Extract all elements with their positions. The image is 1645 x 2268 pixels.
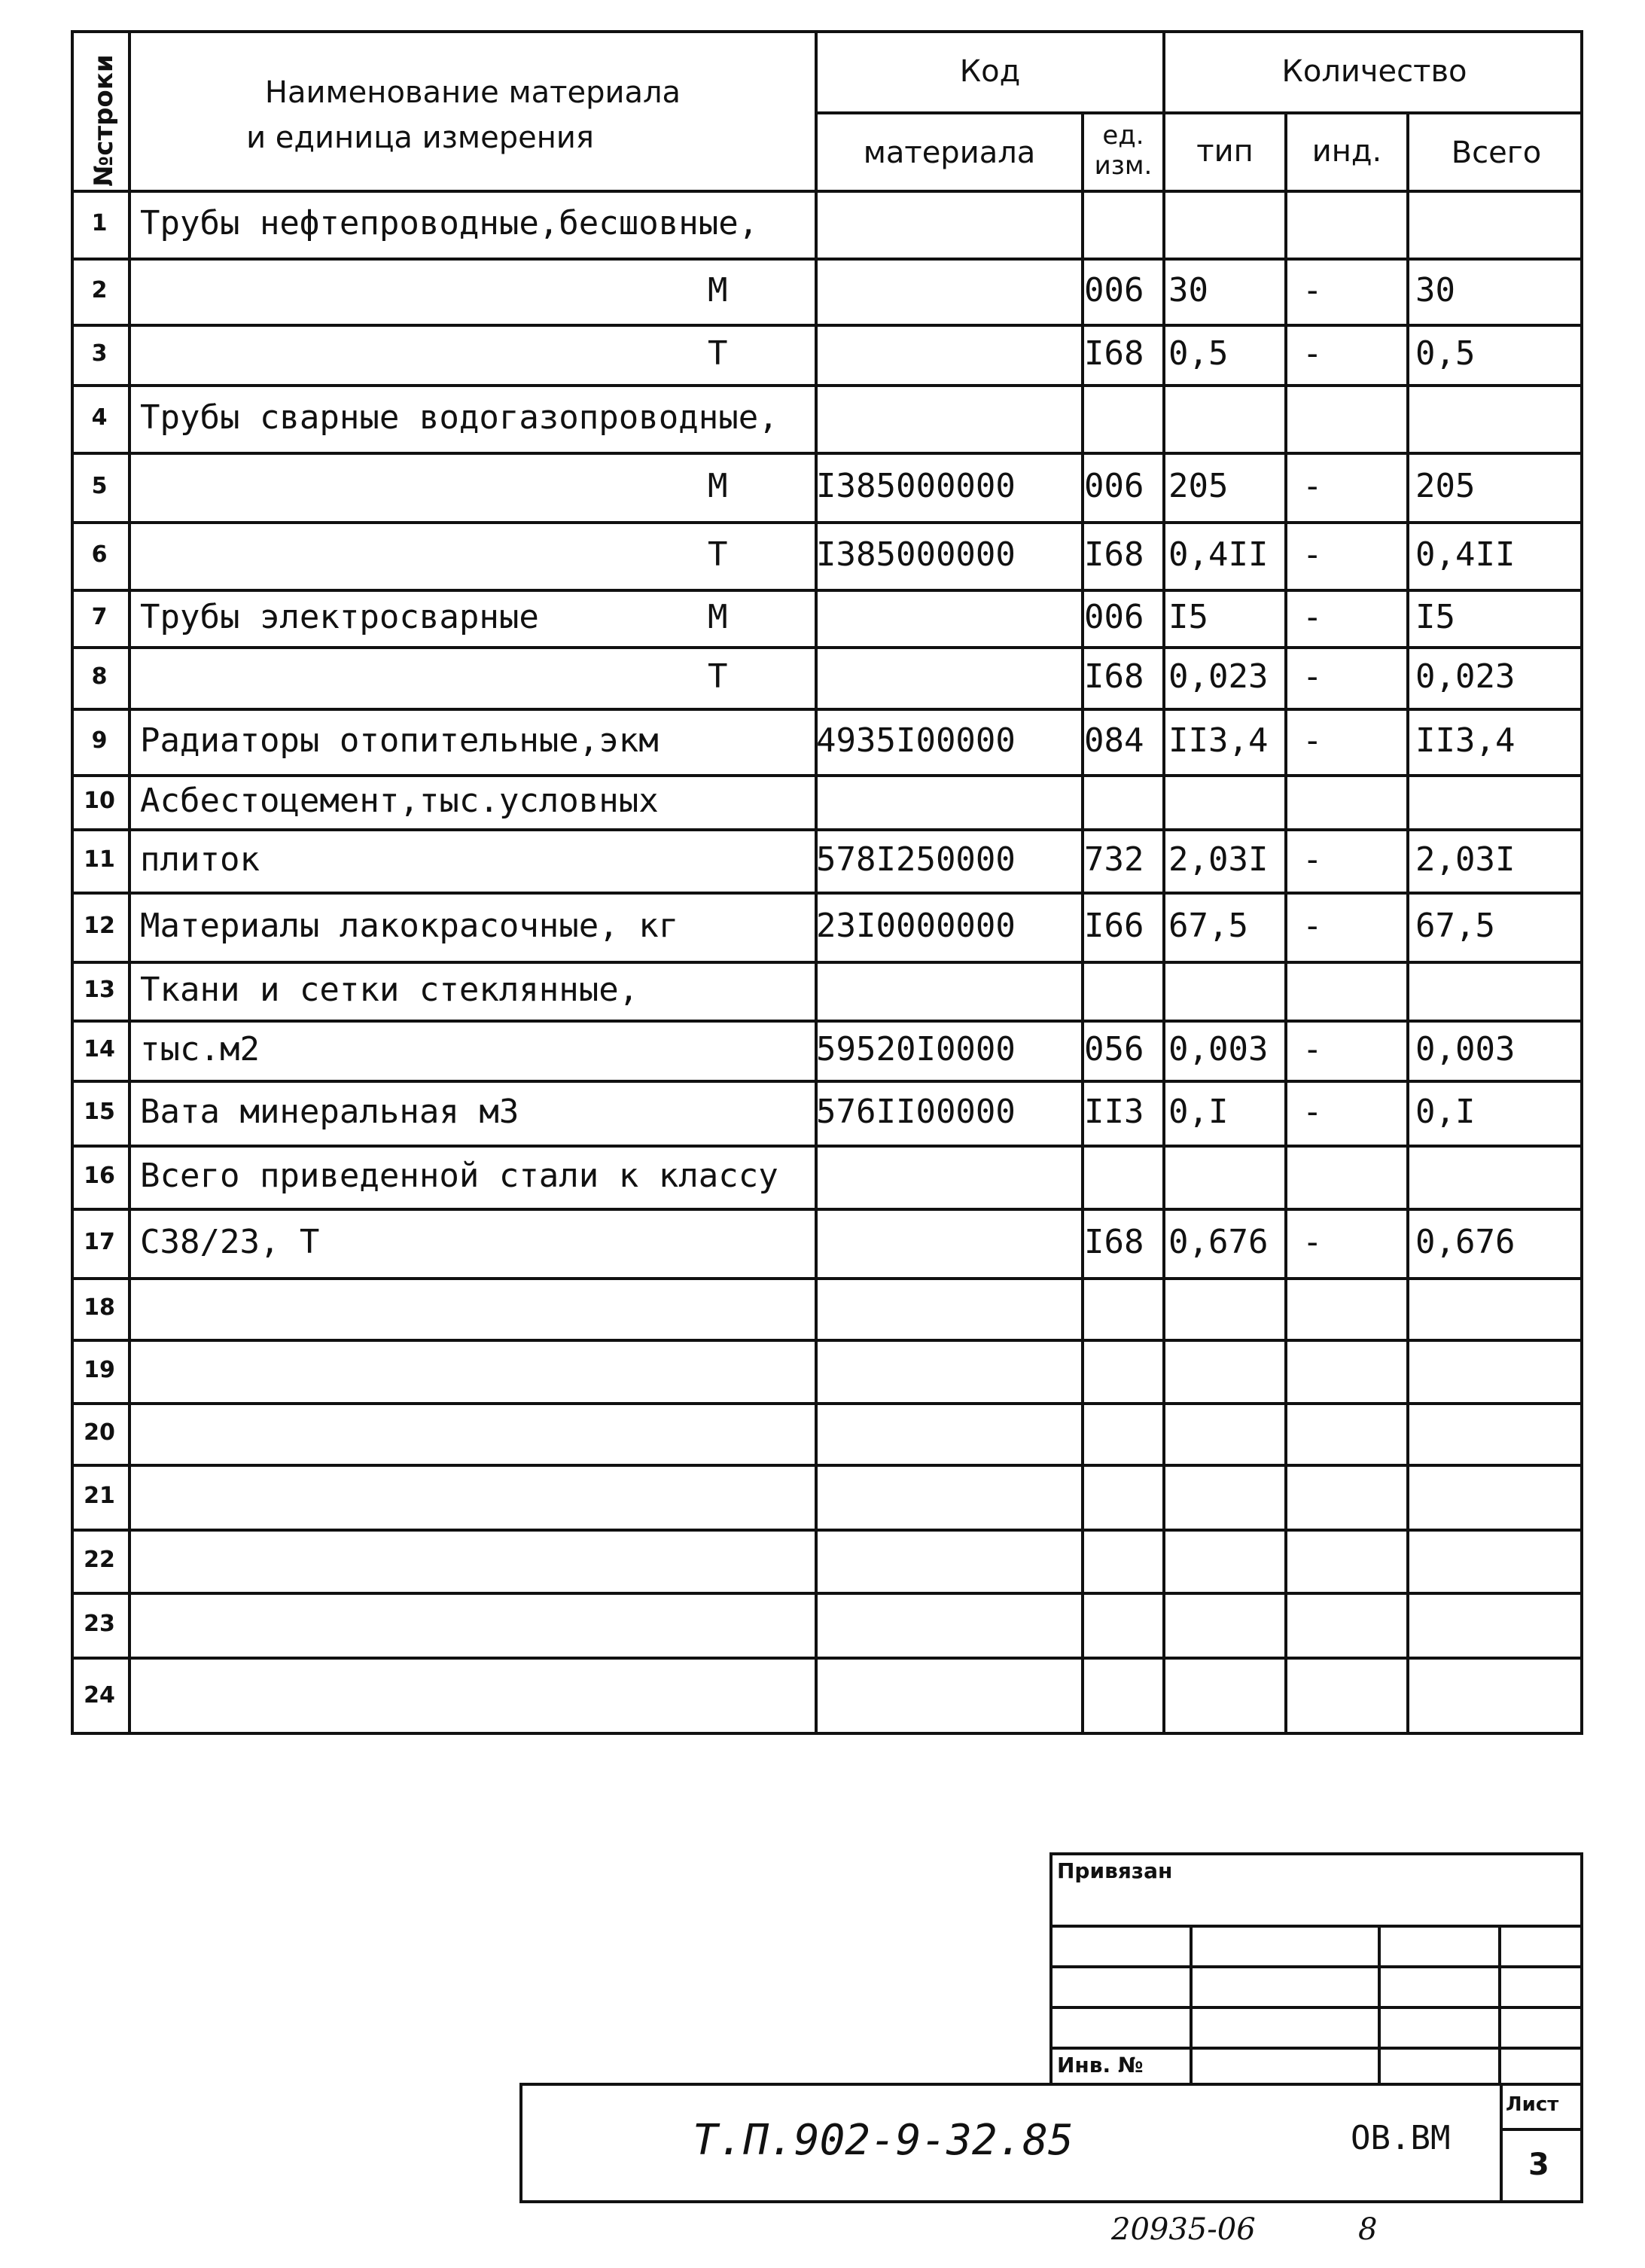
cell-unit-sym: М: [708, 598, 728, 636]
cell-total: 67,5: [1415, 907, 1495, 945]
row-number: 21: [84, 1483, 115, 1509]
row-number: 14: [84, 1036, 115, 1062]
cell-total: 30: [1415, 271, 1455, 309]
cell-ind: -: [1302, 907, 1323, 945]
cell-total: 0,003: [1415, 1030, 1516, 1068]
cell-unit: 006: [1084, 598, 1144, 636]
row-divider: [71, 961, 1583, 964]
header-quantity: Количество: [1281, 54, 1467, 89]
row-number: 8: [91, 663, 108, 690]
cell-unit: I66: [1084, 907, 1144, 945]
cell-code: 576II00000: [816, 1093, 1016, 1131]
row-number: 7: [91, 604, 108, 630]
row-divider: [71, 1080, 1583, 1083]
cell-total: 0,5: [1415, 334, 1476, 373]
cell-unit: II3: [1084, 1093, 1144, 1131]
cell-total: 0,I: [1415, 1093, 1476, 1131]
cell-unit: I68: [1084, 334, 1144, 373]
header-unit-line2: изм.: [1094, 151, 1153, 181]
row-divider: [71, 384, 1583, 387]
section-code: ОВ.ВМ: [1351, 2119, 1451, 2157]
cell-type: 0,003: [1168, 1030, 1269, 1068]
cell-type: 0,5: [1168, 334, 1229, 373]
header-name-line1: Наименование материала: [264, 75, 681, 110]
cell-ind: -: [1302, 1030, 1323, 1068]
cell-total: 205: [1415, 467, 1476, 505]
row-divider: [71, 589, 1583, 592]
cell-type: 0,4II: [1168, 535, 1269, 574]
cell-total: 0,4II: [1415, 535, 1516, 574]
row-divider: [71, 1208, 1583, 1211]
row-divider: [71, 1464, 1583, 1467]
page-number: 8: [1358, 2212, 1378, 2247]
cell-ind: -: [1302, 535, 1323, 574]
header-ind: инд.: [1311, 134, 1382, 169]
cell-code: 4935I00000: [816, 721, 1016, 760]
cell-unit-sym: Т: [708, 657, 728, 696]
cell-ind: -: [1302, 598, 1323, 636]
row-number: 4: [91, 404, 108, 431]
cell-unit-sym: Т: [708, 535, 728, 574]
cell-name: Трубы нефтепроводные,бесшовные,: [140, 204, 759, 242]
cell-name: плиток: [140, 840, 260, 879]
cell-ind: -: [1302, 467, 1323, 505]
cell-name: Асбестоцемент,тыс.условных: [140, 782, 659, 820]
cell-total: I5: [1415, 598, 1455, 636]
row-number: 15: [84, 1099, 115, 1125]
cell-unit: 006: [1084, 271, 1144, 309]
row-number: 1: [91, 210, 108, 236]
row-divider: [71, 828, 1583, 831]
cell-name: Всего приведенной стали к классу: [140, 1157, 778, 1195]
cell-name: Радиаторы отопительные,экм: [140, 721, 659, 760]
header-row-number: №строки: [89, 54, 119, 187]
cell-type: I5: [1168, 598, 1208, 636]
linked-block: [1049, 1852, 1583, 2086]
cell-name: тыс.м2: [140, 1030, 260, 1068]
row-divider: [71, 452, 1583, 455]
cell-ind: -: [1302, 334, 1323, 373]
cell-ind: -: [1302, 657, 1323, 696]
row-number: 12: [84, 913, 115, 939]
row-divider: [71, 774, 1583, 777]
cell-ind: -: [1302, 721, 1323, 760]
cell-code: 59520I0000: [816, 1030, 1016, 1068]
row-number: 3: [91, 340, 108, 367]
cell-type: 0,023: [1168, 657, 1269, 696]
row-number: 6: [91, 541, 108, 568]
header-material: материала: [863, 136, 1036, 170]
row-number: 23: [84, 1611, 115, 1637]
row-number: 10: [84, 788, 115, 814]
cell-unit: I68: [1084, 535, 1144, 574]
cell-type: II3,4: [1168, 721, 1269, 760]
cell-code: I385000000: [816, 467, 1016, 505]
inv-no-label: Инв. №: [1057, 2053, 1144, 2077]
row-divider: [71, 324, 1583, 327]
header-code: Код: [959, 54, 1021, 89]
cell-name: Ткани и сетки стеклянные,: [140, 971, 639, 1009]
row-number: 17: [84, 1229, 115, 1255]
row-number: 24: [84, 1682, 115, 1709]
row-number: 22: [84, 1547, 115, 1573]
row-divider: [71, 708, 1583, 711]
row-divider: [71, 1277, 1583, 1280]
row-divider: [71, 521, 1583, 524]
cell-unit: 084: [1084, 721, 1144, 760]
row-number: 11: [84, 846, 115, 873]
linked-label: Привязан: [1057, 1858, 1173, 1883]
cell-unit: 732: [1084, 840, 1144, 879]
header-unit-line1: ед.: [1102, 120, 1144, 151]
cell-name: Трубы сварные водогазопроводные,: [140, 398, 778, 437]
cell-name: Вата минеральная м3: [140, 1093, 519, 1131]
cell-unit: 006: [1084, 467, 1144, 505]
cell-unit: 056: [1084, 1030, 1144, 1068]
row-number: 9: [91, 727, 108, 754]
cell-unit: I68: [1084, 1223, 1144, 1261]
cell-code: 23I0000000: [816, 907, 1016, 945]
cell-total: 0,676: [1415, 1223, 1516, 1261]
sheet-number: 3: [1528, 2148, 1549, 2182]
header-name-line2: и единица измерения: [246, 120, 594, 155]
cell-unit-sym: М: [708, 271, 728, 309]
row-number: 5: [91, 473, 108, 499]
cell-name: С38/23, Т: [140, 1223, 320, 1261]
designation: Т.П.902-9-32.85: [693, 2116, 1074, 2165]
header-type: тип: [1196, 134, 1254, 169]
cell-type: 2,03I: [1168, 840, 1269, 879]
cell-name: Материалы лакокрасочные, кг: [140, 907, 679, 945]
row-number: 19: [84, 1357, 115, 1383]
row-number: 18: [84, 1294, 115, 1321]
table-frame: [71, 30, 1583, 1735]
row-divider: [71, 258, 1583, 261]
cell-type: 0,I: [1168, 1093, 1229, 1131]
row-number: 20: [84, 1419, 115, 1446]
row-divider: [71, 892, 1583, 895]
cell-type: 205: [1168, 467, 1229, 505]
cell-unit-sym: М: [708, 467, 728, 505]
cell-total: 0,023: [1415, 657, 1516, 696]
row-divider: [71, 1402, 1583, 1405]
row-number: 13: [84, 977, 115, 1003]
cell-type: 0,676: [1168, 1223, 1269, 1261]
row-divider: [71, 1657, 1583, 1660]
row-divider: [71, 1339, 1583, 1342]
cell-type: 30: [1168, 271, 1208, 309]
cell-unit: I68: [1084, 657, 1144, 696]
cell-ind: -: [1302, 840, 1323, 879]
row-divider: [71, 1592, 1583, 1595]
cell-code: 578I250000: [816, 840, 1016, 879]
cell-unit-sym: Т: [708, 334, 728, 373]
row-divider: [71, 1145, 1583, 1148]
row-number: 2: [91, 277, 108, 303]
cell-code: I385000000: [816, 535, 1016, 574]
cell-ind: -: [1302, 1223, 1323, 1261]
cell-ind: -: [1302, 1093, 1323, 1131]
row-divider: [71, 1020, 1583, 1023]
cell-name: Трубы электросварные: [140, 598, 539, 636]
archive-number: 20935-06: [1111, 2212, 1256, 2247]
row-number: 16: [84, 1163, 115, 1189]
header-total: Всего: [1451, 136, 1542, 170]
cell-type: 67,5: [1168, 907, 1248, 945]
sheet-label: Лист: [1506, 2093, 1559, 2116]
cell-total: 2,03I: [1415, 840, 1516, 879]
row-divider: [71, 646, 1583, 649]
cell-total: II3,4: [1415, 721, 1516, 760]
cell-ind: -: [1302, 271, 1323, 309]
row-divider: [71, 1529, 1583, 1532]
